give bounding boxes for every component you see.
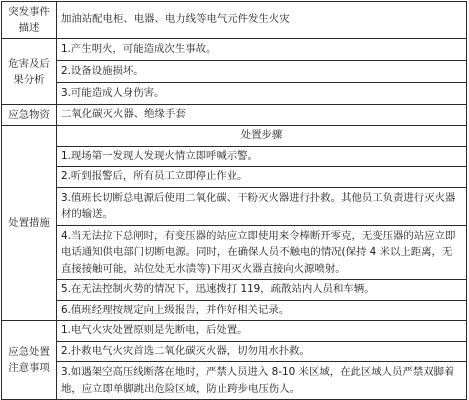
table-row-hazard [2,39,467,61]
note-item: 1.电气火灾处置原则是先断电，后处置。 [57,321,467,342]
measure-step: 6.值班经理按规定向上级报告，并作好相关记录。 [57,300,467,321]
hazard-item: 2.设备设施损坏。 [57,61,467,83]
supplies-label: 应急物资 [2,105,57,126]
notes-label: 应急处置注意事项 [2,321,57,400]
table-row-event [2,2,467,39]
event-label: 突发事件描述 [2,2,57,39]
table-row-measures [2,300,467,321]
measure-step: 5.在无法控制火势的情况下，迅速拨打 119，疏散站内人员和车辆。 [57,280,467,301]
table-row-measures [2,225,467,280]
table-row-hazard [2,83,467,105]
table-row-measures [2,280,467,301]
measure-step: 1.现场第一发现人发现火情立即呼喊示警。 [57,146,467,167]
supplies-value: 二氧化碳灭火器、绝缘手套 [57,105,467,126]
measure-step: 2.听到报警后，所有员工立即停止作业。 [57,167,467,188]
measure-step: 3.值班长切断总电源后使用二氧化碳、干粉灭火器进行扑救。其他员工负责进行灭火器材的输送。 [57,187,467,225]
table-row-notes [2,321,467,342]
table-row-hazard [2,61,467,83]
table-row-measures [2,167,467,188]
measures-label: 处置措施 [2,126,57,321]
measure-step: 4.当无法拉下总闸时，有变压器的站应立即使用来令棒断开零克，无变压器的站应立即电话通知供电部门切断电源。同时，在确保人员不触电的情况(保持 4 米以上距离，无直接接触可能，站位处无水渍等)下用灭火器直接向火源喷射。 [57,225,467,280]
event-value: 加油站配电柜、电器、电力线等电气元件发生火灾 [57,2,467,39]
table-row-notes [2,341,467,362]
table-row-measures [2,187,467,225]
table-row-measures [2,126,467,147]
table-row-supplies [2,105,467,126]
note-item: 3.如遇架空高压线断落在地时，严禁人员进入 8-10 米区域，在此区域人员严禁双脚着地，应立即单脚跳出危险区域，防止跨步电压伤人。 [57,362,467,400]
hazard-label: 危害及后果分析 [2,39,57,105]
emergency-plan-table [1,1,467,400]
table-row-notes [2,362,467,400]
hazard-item: 3.可能造成人身伤害。 [57,83,467,105]
hazard-item: 1.产生明火，可能造成次生事故。 [57,39,467,61]
note-item: 2.扑救电气火灾首选二氧化碳灭火器，切勿用水扑救。 [57,341,467,362]
measures-heading: 处置步骤 [57,126,467,147]
table-row-measures [2,146,467,167]
